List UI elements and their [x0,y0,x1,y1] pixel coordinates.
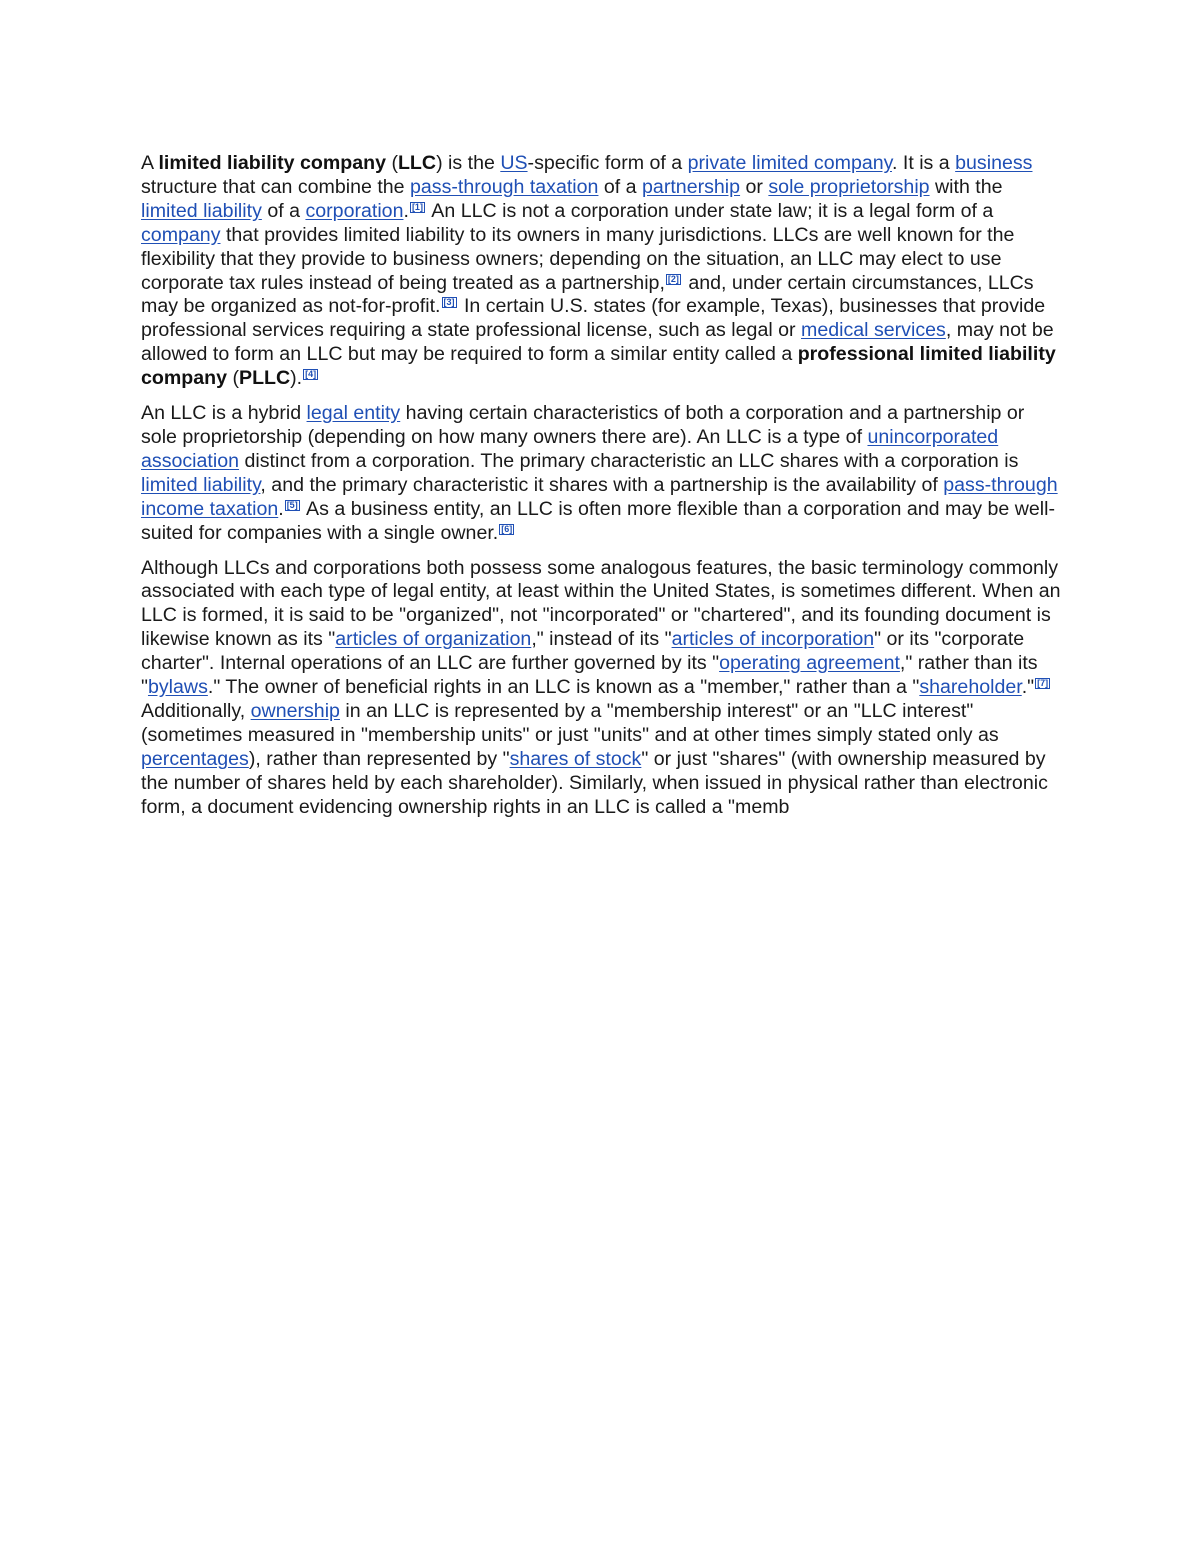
document-body [141,152,1063,830]
reference-link[interactable]: [6] [501,523,513,534]
text: , may not be allowed to form an LLC but may be required to form a similar entity called a [141,319,1054,366]
text: Additionally, [141,699,251,722]
text: and, under certain circumstances, LLCs may be organized as not-for-profit. [141,271,1034,318]
text: with the [929,175,1003,198]
text: having certain characteristics of both a corporation and a partnership or sole proprietorship (depending on how many owners there are). An LLC is a type of [141,402,1025,448]
link-company[interactable]: company [141,223,221,246]
text: ( [386,152,398,174]
text: that provides limited liability to its owners in many jurisdictions. LLCs are well known for the flexibility that they provide to business owners; depending on the situation, an LLC may elect to use corporate tax rules instead of being treated as a partnership, [141,223,1015,294]
text: in an LLC is represented by a "membership interest" or an "LLC interest" (sometimes measured in "membership units" or just "units" and at other times simply stated only as [141,699,999,746]
link-private-limited-company[interactable]: private limited company [687,152,892,174]
link-limited-liability[interactable]: limited liability [141,473,261,496]
link-business[interactable]: business [955,152,1033,174]
reference-link[interactable]: [5] [286,499,298,510]
link-shareholder[interactable]: shareholder [919,676,1022,699]
text: ," rather than its " [141,652,1038,699]
text: " or just "shares" (with ownership measured by the number of shares held by each shareholder). Similarly, when issued in physical rather than electronic form, a document evidencing ownership rights in an LLC is called a "memb [141,747,1048,818]
text: ." [1021,676,1035,699]
paragraph-1 [141,152,1063,391]
text: An LLC is a hybrid [141,402,307,425]
text: of a [261,199,306,222]
bold-term: limited liability company [158,152,386,174]
text: Although LLCs and corporations both possess some analogous features, the basic terminology commonly associated with each type of legal entity, at least within the United States, is sometimes different. When an LLC is formed, it is said to be "organized", not "incorporated" or "chartered", and its founding document is likewise known as its " [141,556,1061,651]
link-articles-of-organization[interactable]: articles of organization [335,628,532,651]
link-medical-services[interactable]: medical services [801,319,946,342]
link-operating-agreement[interactable]: operating agreement [719,652,900,675]
link-legal-entity[interactable]: legal entity [306,402,401,425]
text: . It is a [891,152,956,174]
text: A [141,152,159,174]
text: An LLC is not a corporation under state law; it is a legal form of a [426,199,994,222]
link-sole-proprietorship[interactable]: sole proprietorship [768,175,930,198]
text: distinct from a corporation. The primary characteristic an LLC shares with a corporation is [239,449,1019,472]
bold-term: PLLC [239,367,291,390]
bold-term: LLC [397,152,437,174]
paragraph-2 [141,402,1063,545]
text: ) is the [436,152,501,174]
link-pass-through-taxation[interactable]: pass-through taxation [410,175,599,198]
link-income-taxation[interactable]: income taxation [141,497,279,520]
link-bylaws[interactable]: bylaws [147,676,208,699]
link-partnership[interactable]: partnership [642,175,741,198]
paragraph-3 [141,557,1063,820]
text: of a [598,175,643,198]
link-shares-of-stock[interactable]: shares of stock [509,747,642,770]
text: As a business entity, an LLC is often more flexible than a corporation and may be well-suited for companies with a single owner. [141,497,1056,544]
reference-link[interactable]: [2] [667,273,679,284]
bold-term: professional limited liability company [141,343,1056,390]
text: . [278,497,284,520]
link-corporation[interactable]: corporation [305,199,404,222]
text: -specific form of a [527,152,688,174]
text: ." The owner of beneficial rights in an LLC is known as a "member," rather than a " [207,676,920,699]
link-percentages[interactable]: percentages [141,747,249,770]
text: In certain U.S. states (for example, Texas), businesses that provide professional services requiring a state professional license, such as legal or [141,295,1046,342]
text: . [403,199,409,222]
text: ( [227,367,239,390]
reference-link[interactable]: [7] [1037,678,1049,689]
text: , and the primary characteristic it shares with a partnership is the availability of [260,473,944,496]
link-unincorporated-association[interactable]: unincorporated association [141,425,999,472]
link-ownership[interactable]: ownership [250,699,340,722]
text: ," instead of its " [531,628,672,651]
link-us[interactable]: US [500,152,528,174]
reference-link[interactable]: [3] [443,297,455,308]
link-limited-liability[interactable]: limited liability [141,199,262,222]
reference-link[interactable]: [4] [305,369,317,380]
text: structure that can combine the [141,175,411,198]
link-articles-of-incorporation[interactable]: articles of incorporation [671,628,875,651]
text: ), rather than represented by " [248,747,510,770]
text: " or its "corporate charter". Internal operations of an LLC are further governed by its " [141,628,1025,675]
link-pass-through[interactable]: pass-through [943,473,1058,496]
text: ). [290,367,303,390]
text: or [740,175,769,198]
reference-link[interactable]: [1] [411,201,423,212]
